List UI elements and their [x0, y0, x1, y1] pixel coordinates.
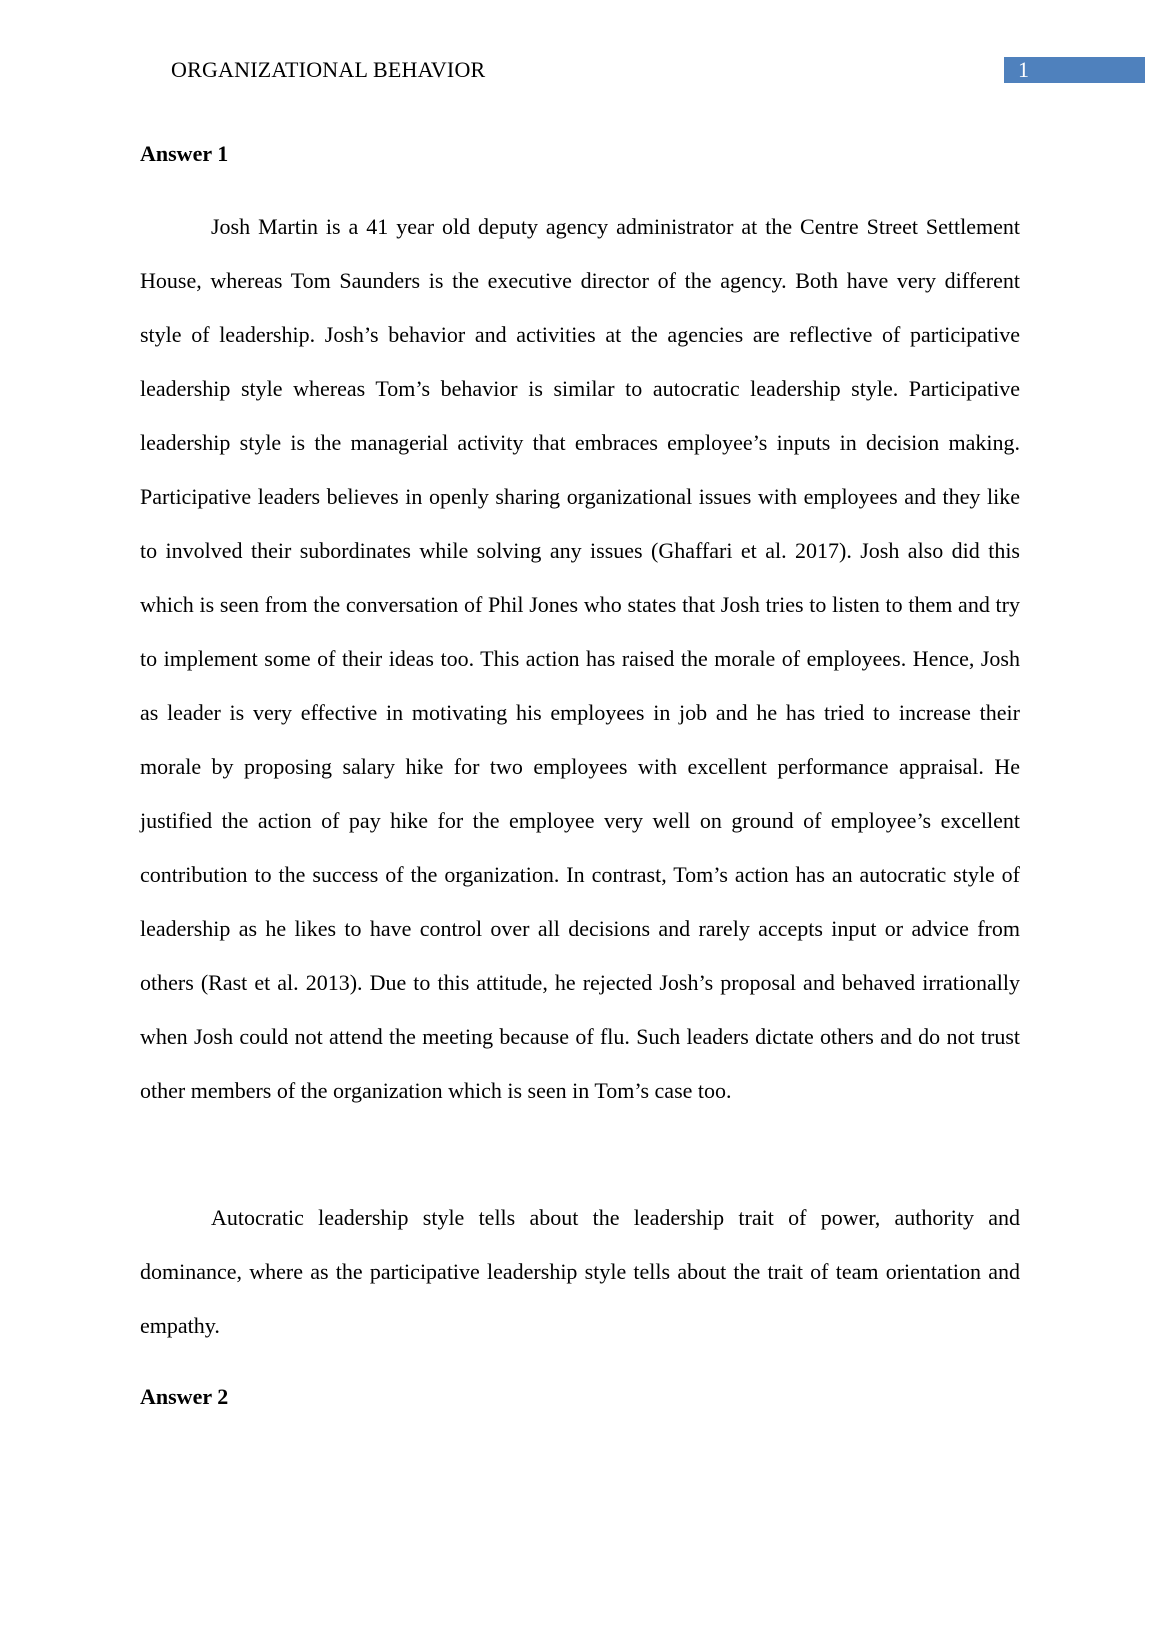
answer-1-paragraph-2: Autocratic leadership style tells about the leadership trait of power, authority and dominance, where as the participative leadership style tells about the trait of team orientation and empathy.: [140, 1205, 1020, 1338]
running-head: ORGANIZATIONAL BEHAVIOR: [171, 57, 486, 82]
answer-1-heading: Answer 1: [140, 141, 229, 166]
answer-1-paragraph-1: Josh Martin is a 41 year old deputy agency administrator at the Centre Street Settlement House, whereas Tom Saunders is the executive director of the agency. Both have very different style of leadership. Josh’s behavior and activities at the agencies are reflective of participative leadership style whereas Tom’s behavior is similar to autocratic leadership style. Participative leadership style is the managerial activity that embraces employee’s inputs in decision making. Participative leaders believes in openly sharing organizational issues with employees and they like to involved their subordinates while solving any issues (Ghaffari et al. 2017). Josh also did this which is seen from the conversation of Phil Jones who states that Josh tries to listen to them and try to implement some of their ideas too. This action has raised the morale of employees. Hence, Josh as leader is very effective in motivating his employees in job and he has tried to increase their morale by proposing salary hike for two employees with excellent performance appraisal. He justified the action of pay hike for the employee very well on ground of employee’s excellent contribution to the success of the organization. In contrast, Tom’s action has an autocratic style of leadership as he likes to have control over all decisions and rarely accepts input or advice from others (Rast et al. 2013). Due to this attitude, he rejected Josh’s proposal and behaved irrationally when Josh could not attend the meeting because of flu. Such leaders dictate others and do not trust other members of the organization which is seen in Tom’s case too.: [140, 214, 1020, 1103]
answer-2-heading: Answer 2: [140, 1384, 229, 1409]
page-number: 1: [1018, 57, 1029, 82]
